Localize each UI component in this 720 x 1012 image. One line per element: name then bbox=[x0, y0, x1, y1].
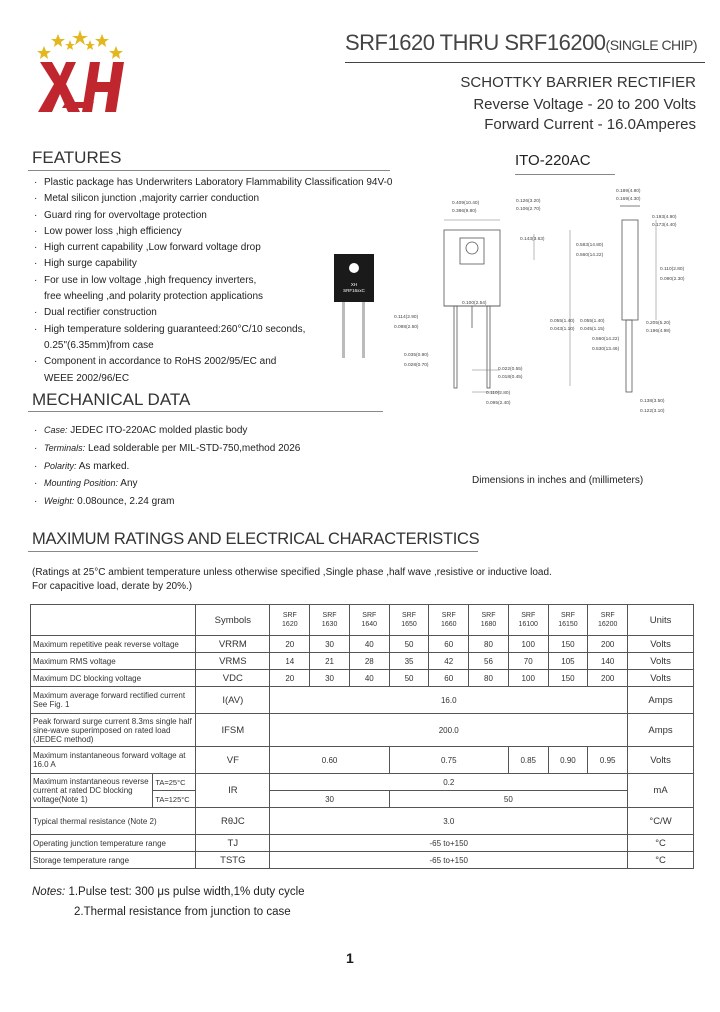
symbol-cell: IFSM bbox=[196, 714, 270, 747]
mechanical-value: 0.08ounce, 2.24 gram bbox=[74, 496, 175, 508]
unit-cell: Volts bbox=[628, 670, 694, 687]
part-marking-2: SRF16xxC bbox=[343, 288, 365, 293]
table-row bbox=[31, 653, 694, 670]
value-cell: 3.0 bbox=[270, 808, 628, 835]
value-cell: 0.85 bbox=[508, 747, 548, 774]
dim-label: 0.043(1.10) bbox=[550, 327, 575, 332]
features-divider bbox=[28, 170, 390, 171]
param-cell: Maximum instantaneous reverse current at rated DC blocking voltage(Note 1) bbox=[31, 774, 153, 808]
dim-label: 0.173(4.40) bbox=[652, 223, 677, 228]
dim-label: 0.126(3.20) bbox=[516, 199, 541, 204]
param-cell: Maximum DC blocking voltage bbox=[31, 670, 196, 687]
unit-cell: Amps bbox=[628, 687, 694, 714]
dim-label: 0.018(0.45) bbox=[498, 375, 523, 380]
table-row bbox=[31, 636, 694, 653]
reverse-voltage-spec: Reverse Voltage - 20 to 200 Volts bbox=[473, 96, 696, 113]
mechanical-label: Weight: bbox=[44, 496, 75, 507]
value-cell: 200 bbox=[588, 670, 628, 687]
mechanical-item bbox=[34, 422, 394, 440]
mechanical-item bbox=[34, 458, 394, 476]
value-cell: 150 bbox=[548, 636, 588, 653]
value-cell: 0.60 bbox=[270, 747, 389, 774]
mechanical-label: Case: bbox=[44, 425, 68, 435]
value-cell: 42 bbox=[429, 653, 469, 670]
dim-label: 0.583(14.80) bbox=[576, 243, 604, 248]
device-header: SRF 1660 bbox=[429, 605, 469, 636]
device-header: SRF 1620 bbox=[270, 605, 310, 636]
param-cell: Maximum RMS voltage bbox=[31, 653, 196, 670]
notes bbox=[32, 882, 305, 922]
page-number: 1 bbox=[346, 950, 354, 966]
mechanical-label: Terminals: bbox=[44, 442, 86, 453]
value-cell: 0.75 bbox=[389, 747, 508, 774]
device-header: SRF 1680 bbox=[469, 605, 509, 636]
table-row bbox=[31, 774, 694, 791]
dim-label: 0.560(14.22) bbox=[576, 253, 604, 258]
value-cell: 16.0 bbox=[270, 687, 628, 714]
dim-label: 0.098(2.50) bbox=[394, 325, 419, 330]
value-cell: 40 bbox=[349, 636, 389, 653]
condition-cell: TA=125°C bbox=[153, 791, 196, 808]
symbol-cell: VDC bbox=[196, 670, 270, 687]
value-cell: 200 bbox=[588, 636, 628, 653]
ratings-table bbox=[30, 604, 694, 869]
condition-cell: TA=25°C bbox=[153, 774, 196, 791]
value-cell: -65 to+150 bbox=[270, 835, 628, 852]
unit-cell: °C bbox=[628, 835, 694, 852]
feature-item: · Dual rectifier construction bbox=[34, 305, 394, 321]
dim-label: 0.035(0.90) bbox=[404, 353, 429, 358]
device-header: SRF 1650 bbox=[389, 605, 429, 636]
feature-item: · Low power loss ,high efficiency bbox=[34, 224, 394, 240]
value-cell: 40 bbox=[349, 670, 389, 687]
dim-label: 0.189(4.80) bbox=[616, 189, 641, 194]
unit-cell: Amps bbox=[628, 714, 694, 747]
symbol-cell: RθJC bbox=[196, 808, 270, 835]
table-row bbox=[31, 835, 694, 852]
mechanical-value: Lead solderable per MIL-STD-750,method 2026 bbox=[85, 442, 301, 454]
value-cell: 50 bbox=[389, 636, 429, 653]
feature-item: · High current capability ,Low forward voltage drop bbox=[34, 240, 394, 256]
mechanical-list bbox=[34, 422, 394, 511]
part-photo bbox=[334, 254, 374, 358]
package-drawing bbox=[320, 180, 715, 420]
param-cell: Peak forward surge current 8.3ms single half sine-wave superimposed on rated load (JEDEC method) bbox=[31, 714, 196, 747]
notes-label: Notes: bbox=[32, 886, 66, 898]
front-view bbox=[444, 230, 500, 388]
value-cell: 100 bbox=[508, 670, 548, 687]
mechanical-value: JEDEC ITO-220AC molded plastic body bbox=[67, 425, 248, 436]
dim-label: 0.196(4.98) bbox=[646, 329, 671, 334]
value-cell: 30 bbox=[310, 670, 350, 687]
table-header-row bbox=[31, 605, 694, 636]
table-row bbox=[31, 852, 694, 869]
symbol-cell: TJ bbox=[196, 835, 270, 852]
note-2: 2.Thermal resistance from junction to case bbox=[74, 906, 291, 918]
units-header: Units bbox=[628, 605, 694, 636]
table-row bbox=[31, 747, 694, 774]
mechanical-label: Mounting Position: bbox=[44, 478, 119, 489]
device-type: SCHOTTKY BARRIER RECTIFIER bbox=[460, 74, 696, 91]
value-cell: 60 bbox=[429, 636, 469, 653]
value-cell: 28 bbox=[349, 653, 389, 670]
title-main: SRF1620 THRU SRF16200 bbox=[345, 30, 606, 55]
device-header: SRF 1640 bbox=[349, 605, 389, 636]
feature-item: · Metal silicon junction ,majority carrier conduction bbox=[34, 191, 394, 207]
unit-cell: °C bbox=[628, 852, 694, 869]
feature-item: free wheeling ,and polarity protection applications bbox=[44, 291, 264, 303]
dim-label: 0.122(3.10) bbox=[640, 409, 665, 414]
value-cell: 140 bbox=[588, 653, 628, 670]
dim-label: 0.100(2.54) bbox=[462, 301, 487, 306]
ratings-divider bbox=[28, 551, 478, 552]
mechanical-heading: MECHANICAL DATA bbox=[32, 390, 191, 409]
company-logo bbox=[30, 28, 130, 114]
value-cell: 14 bbox=[270, 653, 310, 670]
feature-item: · High surge capability bbox=[34, 256, 394, 272]
mechanical-value: As marked. bbox=[76, 460, 130, 472]
value-cell: 150 bbox=[548, 670, 588, 687]
unit-cell: °C/W bbox=[628, 808, 694, 835]
dim-label: 0.114(2.90) bbox=[394, 315, 419, 320]
value-cell: 100 bbox=[508, 636, 548, 653]
dim-label: 0.193(4.90) bbox=[652, 215, 677, 220]
dim-label: 0.143(3.63) bbox=[520, 237, 545, 242]
dim-label: 0.560(14.22) bbox=[592, 337, 620, 342]
unit-cell: Volts bbox=[628, 653, 694, 670]
feature-item: · For use in low voltage ,high frequency inverters, bbox=[34, 273, 394, 289]
value-cell: 70 bbox=[508, 653, 548, 670]
mechanical-item bbox=[34, 475, 394, 493]
dim-label: 0.205(5.20) bbox=[646, 321, 671, 326]
dimension-labels bbox=[394, 188, 685, 414]
param-cell: Maximum repetitive peak reverse voltage bbox=[31, 636, 196, 653]
param-cell: Maximum instantaneous forward voltage at 16.0 A bbox=[31, 747, 196, 774]
value-cell: 30 bbox=[270, 791, 389, 808]
unit-cell: Volts bbox=[628, 636, 694, 653]
param-cell: Typical thermal resistance (Note 2) bbox=[31, 808, 196, 835]
value-cell: 105 bbox=[548, 653, 588, 670]
mechanical-item bbox=[34, 440, 394, 458]
dimensions-caption: Dimensions in inches and (millimeters) bbox=[472, 475, 644, 486]
dim-label: 0.106(2.70) bbox=[516, 207, 541, 212]
symbol-cell: VF bbox=[196, 747, 270, 774]
symbol-cell: VRRM bbox=[196, 636, 270, 653]
page-title bbox=[345, 30, 710, 56]
dim-label: 0.138(3.50) bbox=[640, 399, 665, 404]
dim-label: 0.386(9.80) bbox=[452, 209, 477, 214]
value-cell: 80 bbox=[469, 636, 509, 653]
dim-label: 0.409(10.40) bbox=[452, 201, 480, 206]
feature-item: WEEE 2002/96/EC bbox=[44, 372, 130, 384]
param-cell: Maximum average forward rectified current See Fig. 1 bbox=[31, 687, 196, 714]
dim-label: 0.090(2.30) bbox=[660, 277, 685, 282]
device-header: SRF 16200 bbox=[588, 605, 628, 636]
param-cell: Storage temperature range bbox=[31, 852, 196, 869]
table-row bbox=[31, 670, 694, 687]
mechanical-item bbox=[34, 493, 394, 511]
table-row bbox=[31, 808, 694, 835]
package-name: ITO-220AC bbox=[515, 152, 591, 169]
value-cell: 35 bbox=[389, 653, 429, 670]
table-row bbox=[31, 687, 694, 714]
value-cell: 200.0 bbox=[270, 714, 628, 747]
value-cell: 50 bbox=[389, 791, 627, 808]
value-cell: 30 bbox=[310, 636, 350, 653]
symbol-cell: VRMS bbox=[196, 653, 270, 670]
dim-label: 0.095(2.40) bbox=[486, 401, 511, 406]
param-cell: Operating junction temperature range bbox=[31, 835, 196, 852]
value-cell: 20 bbox=[270, 670, 310, 687]
device-header: SRF 16150 bbox=[548, 605, 588, 636]
mechanical-value: Any bbox=[118, 478, 138, 490]
value-cell: 60 bbox=[429, 670, 469, 687]
value-cell: 0.90 bbox=[548, 747, 588, 774]
side-view bbox=[620, 206, 640, 392]
ratings-heading: MAXIMUM RATINGS AND ELECTRICAL CHARACTERISTICS bbox=[32, 530, 480, 548]
value-cell: 0.95 bbox=[588, 747, 628, 774]
note-1: 1.Pulse test: 300 μs pulse width,1% duty cycle bbox=[68, 886, 305, 898]
table-row bbox=[31, 714, 694, 747]
dim-label: 0.022(0.55) bbox=[498, 367, 523, 372]
value-cell: -65 to+150 bbox=[270, 852, 628, 869]
dim-label: 0.169(4.30) bbox=[616, 197, 641, 202]
symbol-cell: TSTG bbox=[196, 852, 270, 869]
feature-item: · Component in accordance to RoHS 2002/95/EC and bbox=[34, 354, 394, 370]
part-marking-1: XH bbox=[350, 282, 358, 287]
feature-item: · High temperature soldering guaranteed:260°C/10 seconds, bbox=[34, 322, 394, 338]
symbol-cell: IR bbox=[196, 774, 270, 808]
symbol-cell: I(AV) bbox=[196, 687, 270, 714]
forward-current-spec: Forward Current - 16.0Amperes bbox=[484, 116, 696, 133]
header-blank bbox=[31, 605, 196, 636]
title-suffix: (SINGLE CHIP) bbox=[605, 37, 698, 53]
value-cell: 80 bbox=[469, 670, 509, 687]
value-cell: 56 bbox=[469, 653, 509, 670]
value-cell: 20 bbox=[270, 636, 310, 653]
mechanical-label: Polarity: bbox=[44, 460, 77, 471]
device-header: SRF 1630 bbox=[310, 605, 350, 636]
dim-label: 0.045(1.15) bbox=[580, 327, 605, 332]
ratings-note: (Ratings at 25°C ambient temperature unless otherwise specified ,Single phase ,half wave ,resistive or inductive load. For capacitive load, derate by 20%.) bbox=[32, 567, 552, 592]
unit-cell: Volts bbox=[628, 747, 694, 774]
feature-item: · Guard ring for overvoltage protection bbox=[34, 208, 394, 224]
package-divider bbox=[515, 174, 615, 175]
device-header: SRF 16100 bbox=[508, 605, 548, 636]
feature-item: 0.25"(6.35mm)from case bbox=[44, 339, 154, 351]
dim-label: 0.110(2.80) bbox=[486, 391, 511, 396]
value-cell: 50 bbox=[389, 670, 429, 687]
unit-cell: mA bbox=[628, 774, 694, 808]
dim-label: 0.055(1.40) bbox=[580, 319, 605, 324]
title-divider bbox=[345, 62, 705, 63]
feature-item: · Plastic package has Underwriters Laboratory Flammability Classification 94V-0 bbox=[34, 175, 394, 191]
value-cell: 21 bbox=[310, 653, 350, 670]
symbols-header: Symbols bbox=[196, 605, 270, 636]
logo-stars bbox=[37, 30, 123, 59]
value-cell: 0.2 bbox=[270, 774, 628, 791]
features-heading: FEATURES bbox=[32, 148, 122, 167]
dim-label: 0.530(13.46) bbox=[592, 347, 620, 352]
dim-label: 0.110(2.80) bbox=[660, 267, 685, 272]
logo-letters bbox=[38, 62, 124, 112]
dim-label: 0.028(0.70) bbox=[404, 363, 429, 368]
dim-label: 0.055(1.40) bbox=[550, 319, 575, 324]
